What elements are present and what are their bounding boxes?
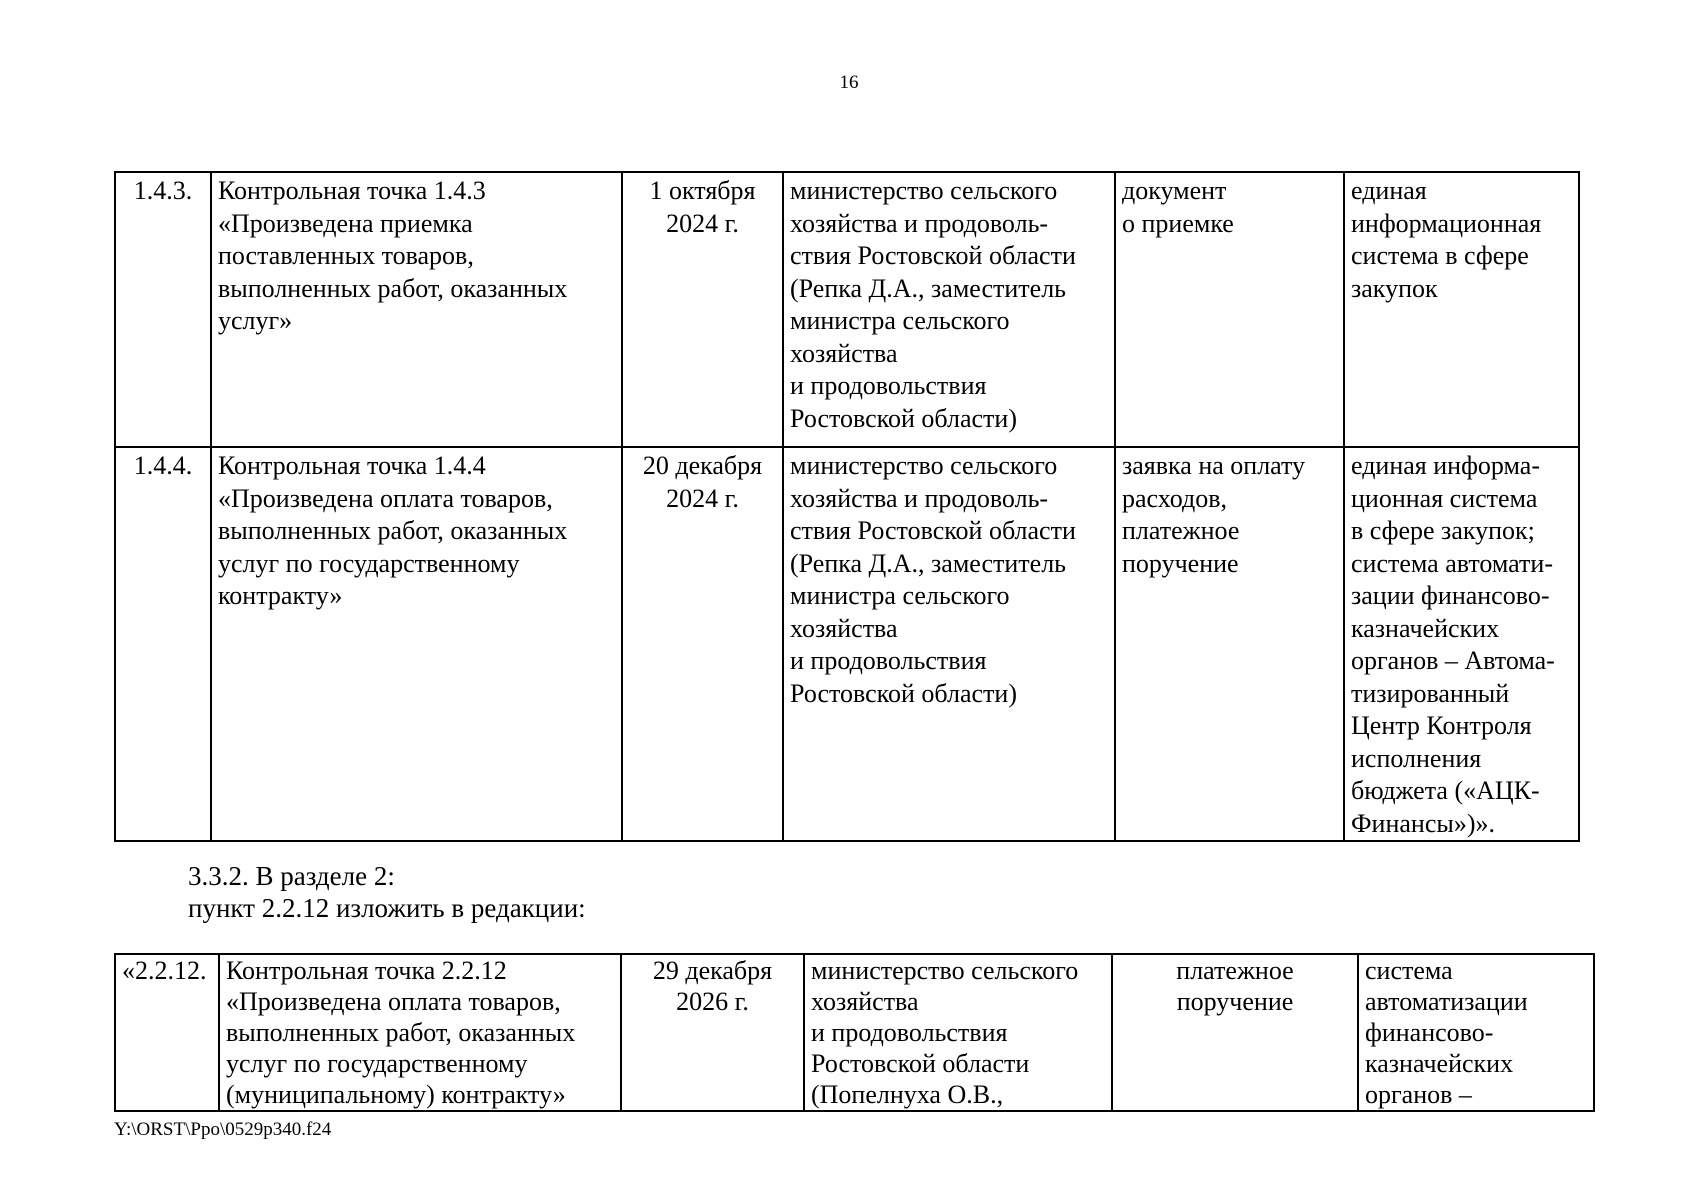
text-line: 2026 г. [676, 987, 749, 1016]
text-line: (Репка Д.А., заместитель [790, 273, 1067, 303]
section-heading: 3.3.2. В разделе 2: [188, 861, 395, 891]
text-line: тизированный [1351, 678, 1510, 708]
text-line: министерство сельского [790, 451, 1058, 480]
text-line: министерство сельского [811, 956, 1079, 985]
text-line: министра сельского [790, 581, 1010, 610]
row-number: 1.4.4. [133, 451, 193, 480]
text-line: информационная [1351, 208, 1542, 238]
text-line: (муниципальному) контракту» [226, 1080, 566, 1109]
text-line: ционная система [1351, 483, 1538, 513]
table-row [115, 954, 1594, 1111]
text-line: выполненных работ, оказанных [226, 1018, 576, 1047]
text-line: казначейских [1365, 1049, 1514, 1078]
text-line: (Попелнуха О.В., [811, 1080, 1004, 1109]
text-line: платежное [1122, 516, 1240, 545]
text-line: «Произведена оплата товаров, [226, 987, 561, 1016]
text-line: Ростовской области) [790, 678, 1017, 708]
text-line: (Репка Д.А., заместитель [790, 548, 1067, 578]
text-line: ствия Ростовской области [790, 516, 1076, 545]
system-cell [1344, 447, 1579, 841]
responsible-cell [783, 172, 1115, 447]
text-line: единая [1351, 176, 1427, 205]
text-line: поручение [1176, 987, 1294, 1016]
document-cell [1115, 172, 1344, 447]
control-point-cell [219, 954, 621, 1111]
text-line: заявка на оплату [1122, 451, 1306, 480]
text-line: поставленных товаров, [218, 241, 474, 270]
text-line: Ростовской области) [790, 403, 1017, 433]
text-line: бюджета («АЦК- [1351, 776, 1540, 805]
text-line: 2024 г. [666, 208, 739, 238]
text-line: ствия Ростовской области [790, 241, 1076, 270]
system-cell [1344, 172, 1579, 447]
document-cell [1115, 447, 1344, 841]
section-instruction: пункт 2.2.12 изложить в редакции: [188, 893, 586, 923]
text-line: 1 октября [649, 176, 756, 205]
text-line: Контрольная точка 1.4.3 [218, 176, 486, 205]
text-line: министерство сельского [790, 176, 1058, 205]
responsible-cell [783, 447, 1115, 841]
text-line: финансово- [1365, 1018, 1494, 1047]
text-line: услуг по государственному [218, 548, 520, 578]
text-line: документ [1122, 176, 1227, 205]
text-line: органов – [1365, 1080, 1472, 1109]
amended-control-point-table [114, 953, 1595, 1112]
text-line: закупок [1351, 273, 1438, 303]
text-line: платежное [1176, 956, 1294, 985]
text-line: 20 декабря [642, 451, 763, 480]
text-line: хозяйства и продоволь- [790, 208, 1049, 238]
text-line: контракту» [218, 581, 343, 610]
text-line: казначейских [1351, 613, 1500, 643]
text-line: автоматизации [1365, 987, 1528, 1016]
text-line: Ростовской области [811, 1049, 1030, 1078]
control-point-cell [211, 172, 622, 447]
text-line: выполненных работ, оказанных [218, 516, 568, 545]
text-line: о приемке [1122, 208, 1234, 238]
system-cell [1358, 954, 1594, 1111]
text-line: поручение [1122, 548, 1239, 578]
text-line: система в сфере [1351, 241, 1529, 270]
control-point-cell [211, 447, 622, 841]
table-row [115, 172, 1579, 447]
text-line: единая информа- [1351, 451, 1541, 480]
text-line: услуг по государственному [226, 1049, 528, 1078]
text-line: «Произведена оплата товаров, [218, 483, 553, 513]
text-line: «Произведена приемка [218, 208, 473, 238]
text-line: хозяйства и продоволь- [790, 483, 1049, 513]
date-cell [622, 447, 783, 841]
text-line: хозяйства [790, 338, 898, 368]
text-line: хозяйства [811, 987, 919, 1016]
page-number: 16 [839, 72, 859, 93]
text-line: система автомати- [1351, 548, 1553, 578]
row-number: «2.2.12. [122, 956, 207, 985]
text-line: министра сельского [790, 306, 1010, 335]
file-path-footer: Y:\ORST\Ppo\0529p340.f24 [114, 1119, 332, 1140]
text-line: и продовольствия [790, 646, 987, 675]
date-cell [622, 172, 783, 447]
text-line: и продовольствия [790, 371, 987, 400]
control-points-table [114, 171, 1580, 842]
text-line: 2024 г. [666, 483, 739, 513]
row-number-cell [115, 954, 219, 1111]
text-line: хозяйства [790, 613, 898, 643]
text-line: Контрольная точка 2.2.12 [226, 956, 507, 985]
text-line: Центр Контроля [1351, 711, 1532, 740]
row-number-cell [115, 447, 211, 841]
text-line: Контрольная точка 1.4.4 [218, 451, 486, 480]
text-line: система [1365, 956, 1453, 985]
row-number-cell [115, 172, 211, 447]
text-line: Финансы»)». [1351, 808, 1495, 838]
text-line: в сфере закупок; [1351, 516, 1535, 545]
date-cell [621, 954, 804, 1111]
text-line: услуг» [218, 306, 293, 335]
document-cell [1112, 954, 1358, 1111]
text-line: исполнения [1351, 743, 1482, 773]
text-line: выполненных работ, оказанных [218, 273, 568, 303]
responsible-cell [804, 954, 1112, 1111]
table-row [115, 447, 1579, 841]
text-line: расходов, [1122, 483, 1228, 513]
text-line: и продовольствия [811, 1018, 1008, 1047]
text-line: органов – Автома- [1351, 646, 1555, 675]
text-line: 29 декабря [652, 956, 773, 985]
text-line: зации финансово- [1351, 581, 1550, 610]
row-number: 1.4.3. [133, 176, 193, 205]
